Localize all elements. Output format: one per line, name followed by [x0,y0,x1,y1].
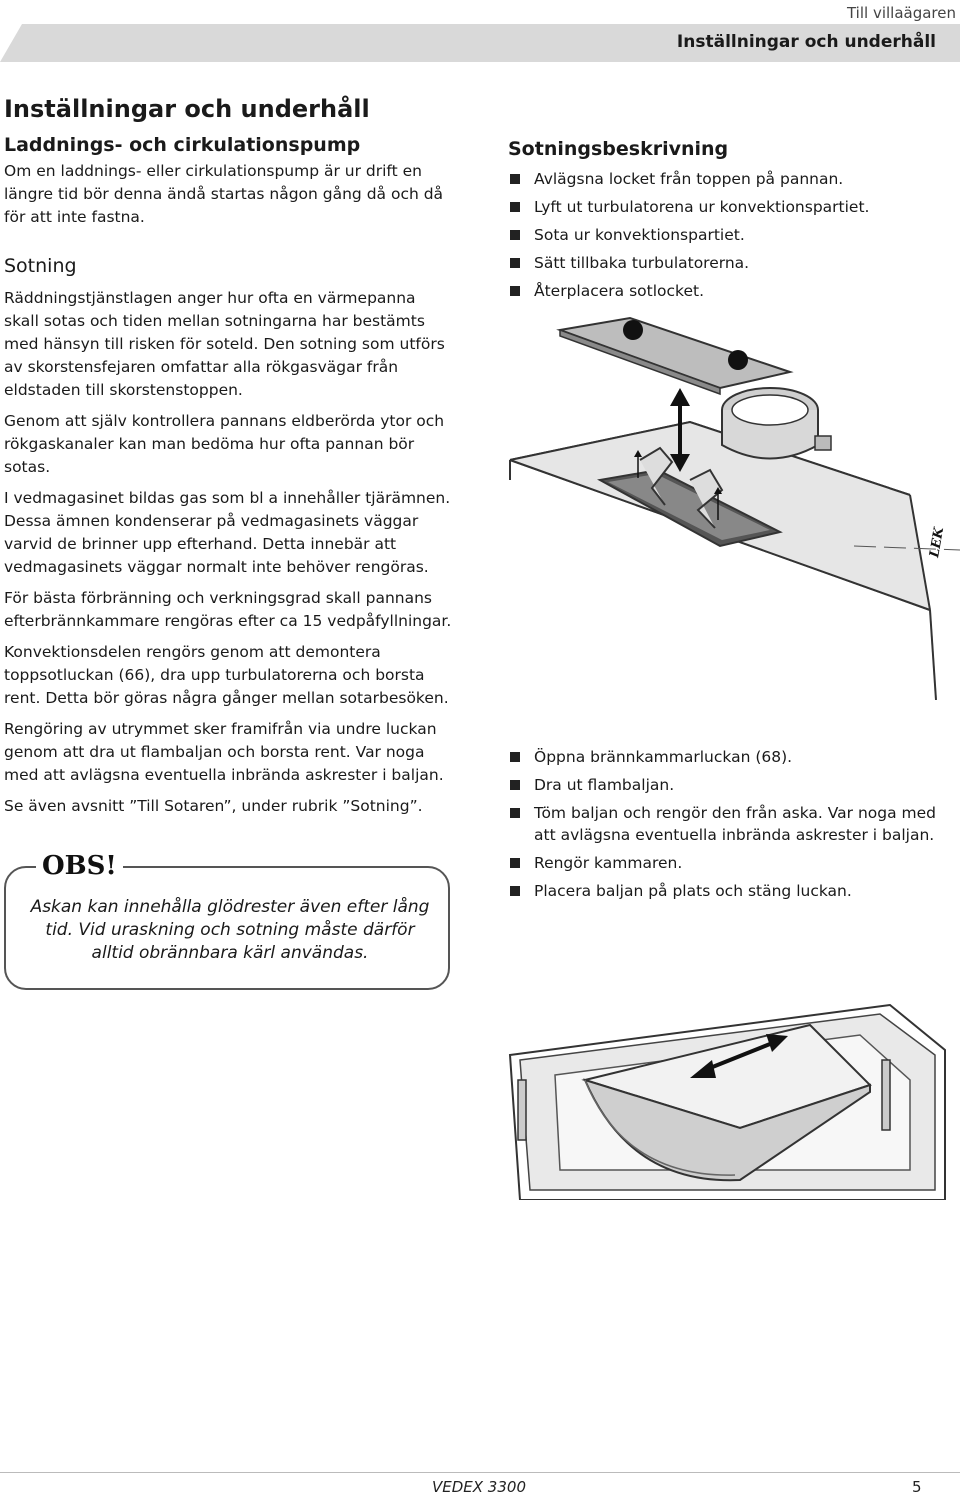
list-item: Sota ur konvektionspartiet. [508,224,948,246]
section-label: Till villaägaren [846,4,956,22]
right-column [508,136,948,308]
pump-heading: Laddnings- och cirkulationspump [4,134,361,156]
paragraph: I vedmagasinet bildas gas som bl a innehåller tjärämnen. Dessa ämnen kondenserar på vedmagasinets väggar varvid de brinner upp efterhand. Detta innebär att vedmagasinets väggar normalt inte behöver rengöras. [4,489,451,576]
warning-label: OBS! [36,852,123,880]
page-title: Inställningar och underhåll [4,95,370,123]
header-title: Inställningar och underhåll [676,32,936,52]
paragraph: Konvektionsdelen rengörs genom att demontera toppsotluckan (66), dra upp turbulatorerna och borsta rent. Detta bör göras några gånger mellan sotarbesöken. [4,643,449,707]
left-column [4,94,454,826]
boiler-top-illustration [490,310,960,700]
sotning-description-heading: Sotningsbeskrivning [508,138,729,160]
list-item: Lyft ut turbulatorena ur konvektionspartiet. [508,196,948,218]
list-item: Avlägsna locket från toppen på pannan. [508,168,948,190]
steps-bottom-list [508,746,948,902]
right-bottom [508,746,948,908]
paragraph: Räddningstjänstlagen anger hur ofta en värmepanna skall sotas och tiden mellan sotningarna har bestämts med hänsyn till risken för soteld. Den sotning som utförs av skorstensfejaren omfattar alla rökgasvägar från eldstaden till skorstenstoppen. [4,289,445,399]
warning-text: Askan kan innehålla glödrester även efter lång tid. Vid uraskning och sotning måste därför alltid obrännbara kärl användas. [30,897,430,963]
steps-top-list [508,168,948,302]
page-number: 5 [912,1478,922,1496]
list-item: Återplacera sotlocket. [508,280,948,302]
footer-model: VEDEX 3300 [432,1478,526,1496]
side-label: LEK [927,526,948,559]
list-item: Töm baljan och rengör den från aska. Var noga med att avlägsna eventuella inbrända askrester i baljan. [508,802,948,846]
footer-divider [0,1472,960,1473]
pump-text: Om en laddnings- eller cirkulationspump är ur drift en längre tid bör denna ändå startas någon gång då och då för att inte fastna. [4,162,444,226]
list-item: Öppna brännkammarluckan (68). [508,746,948,768]
combustion-chamber-illustration [490,1000,960,1200]
list-item: Rengör kammaren. [508,852,948,874]
paragraph: Genom att själv kontrollera pannans eldberörda ytor och rökgaskanaler kan man bedöma hur ofta pannan bör sotas. [4,412,445,476]
list-item: Placera baljan på plats och stäng luckan. [508,880,948,902]
paragraph: Rengöring av utrymmet sker framifrån via undre luckan genom att dra ut flambaljan och borsta rent. Var noga med att avlägsna eventuella inbrända askrester i baljan. [4,720,444,784]
list-item: Dra ut flambaljan. [508,774,948,796]
paragraph: Se även avsnitt ”Till Sotaren”, under rubrik ”Sotning”. [4,797,423,815]
list-item: Sätt tillbaka turbulatorerna. [508,252,948,274]
sotning-heading: Sotning [4,255,77,277]
paragraph: För bästa förbränning och verkningsgrad skall pannans efterbrännkammare rengöras efter ca 15 vedpåfyllningar. [4,589,452,630]
